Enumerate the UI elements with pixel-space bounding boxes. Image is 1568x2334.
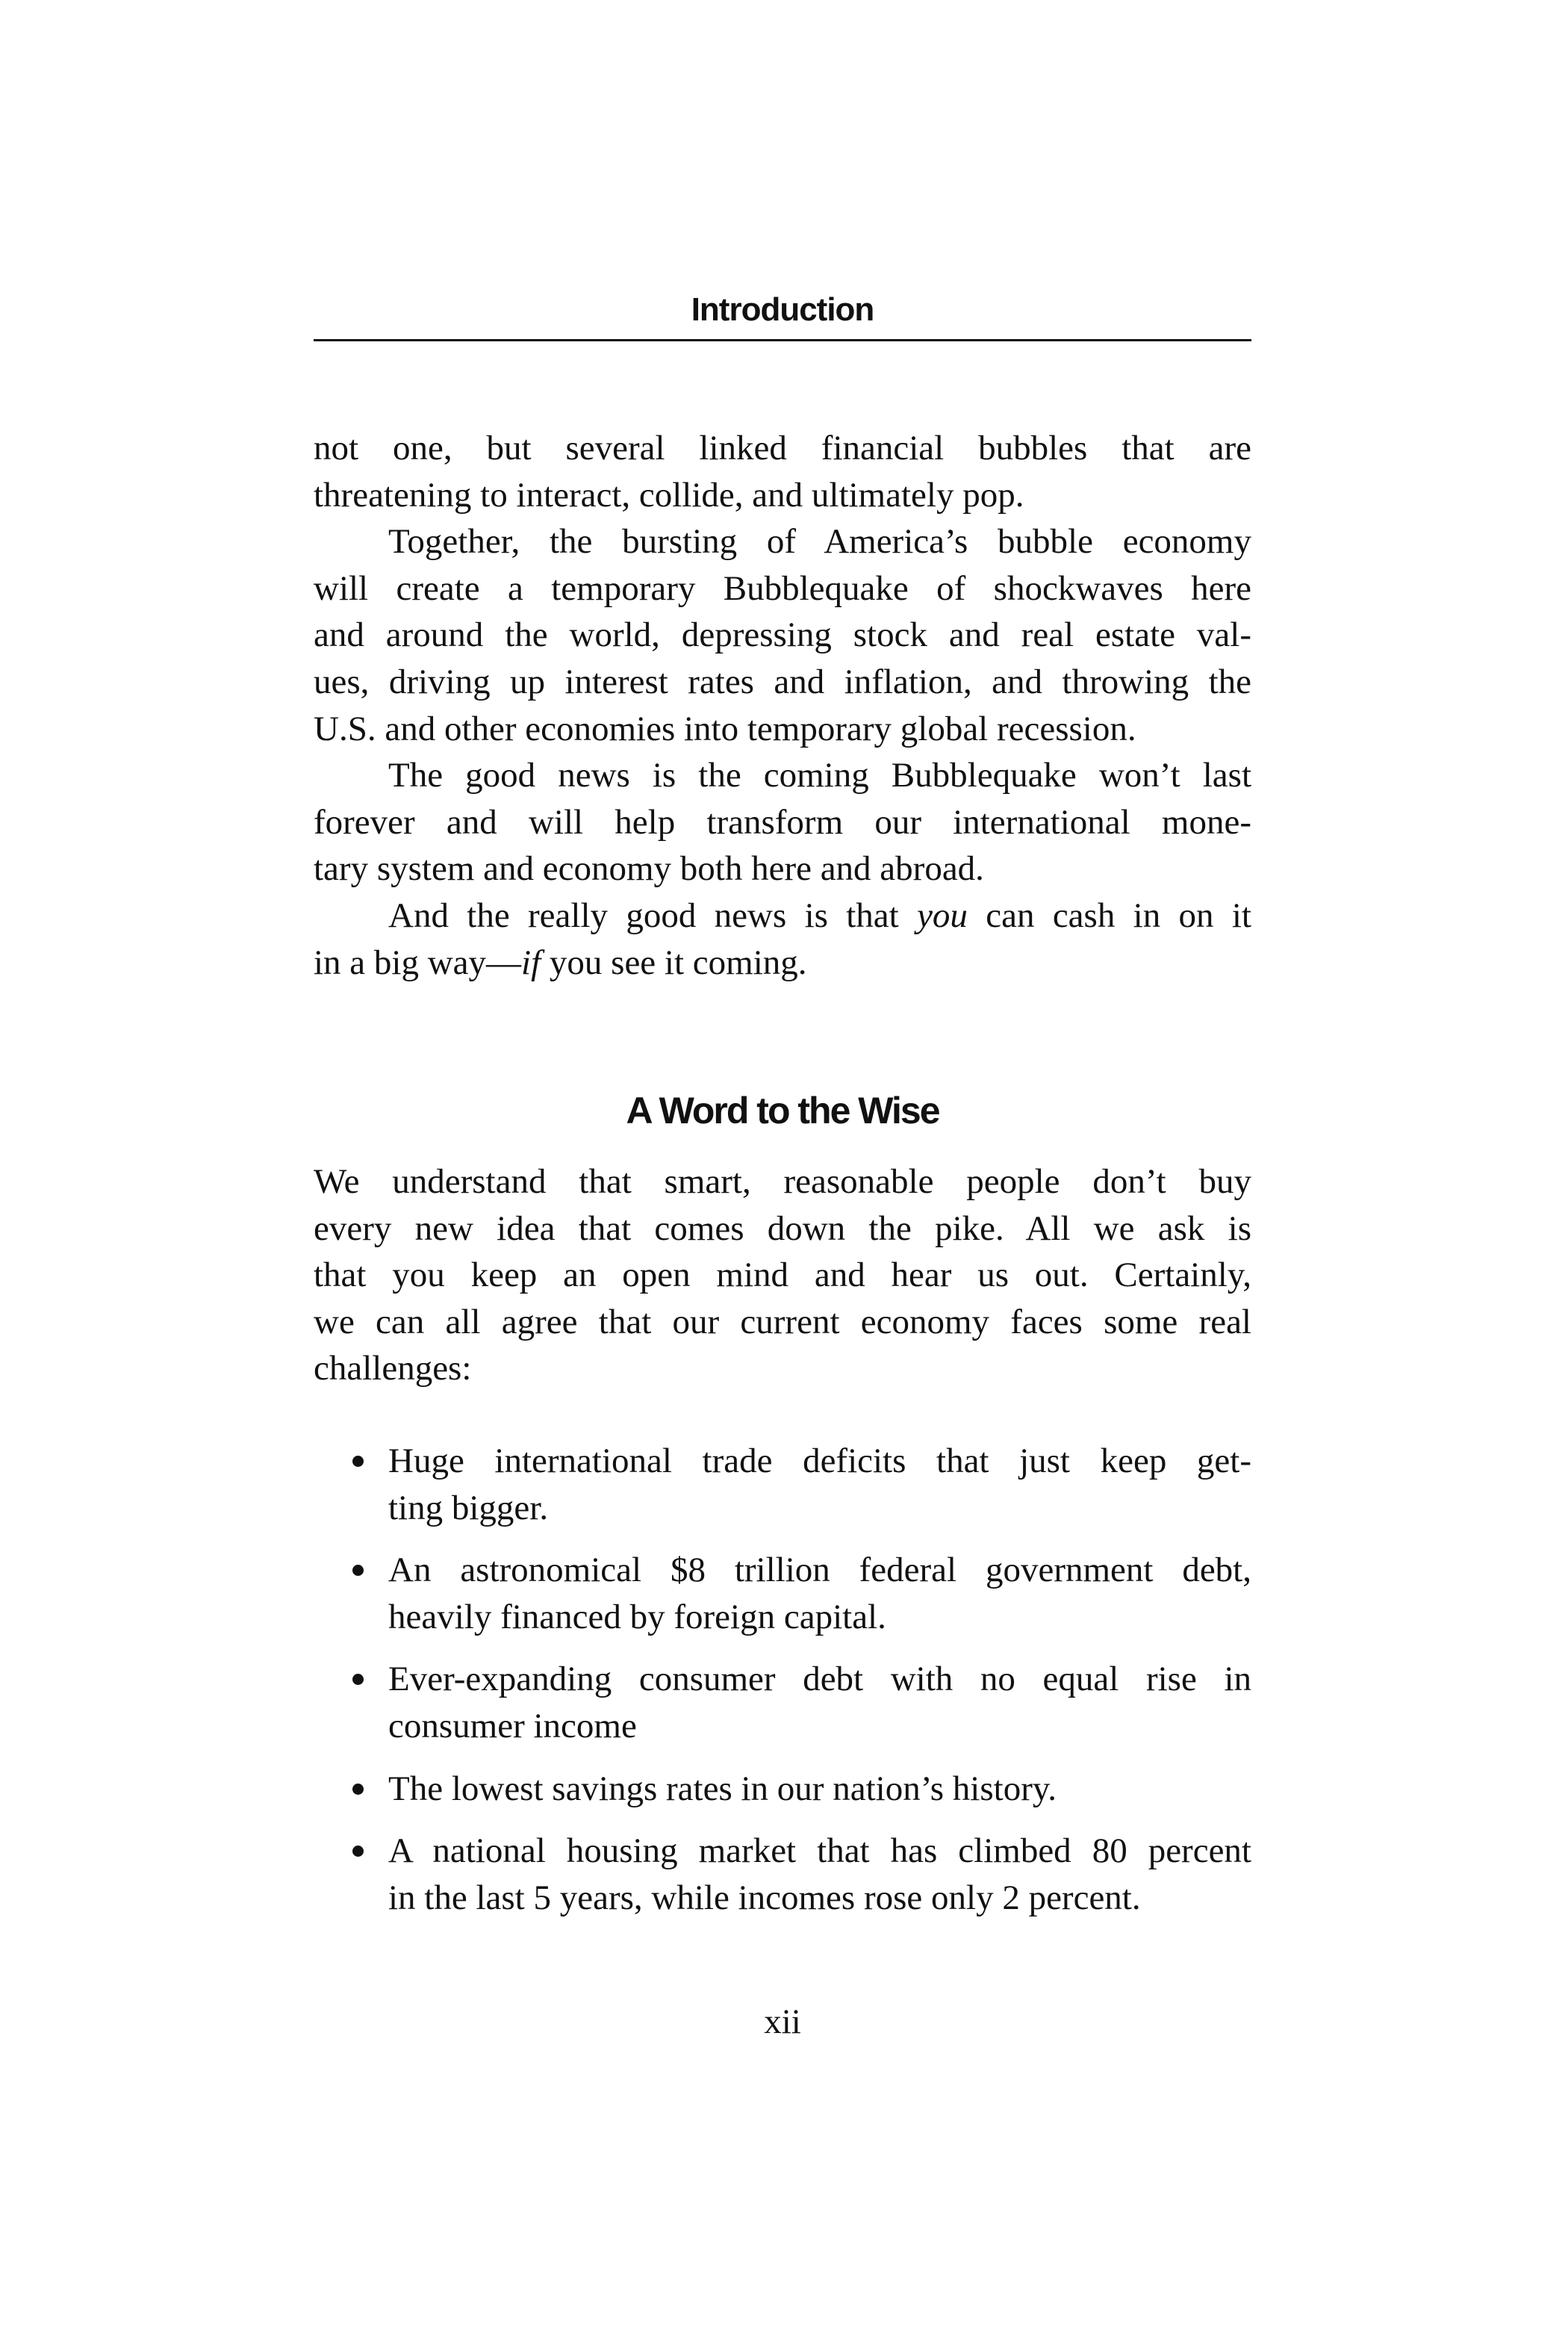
bullet-icon [352, 1674, 364, 1685]
text-line: threatening to interact, collide, and ultimately pop. [314, 475, 1024, 515]
text-line: heavily financed by foreign capital. [388, 1597, 886, 1636]
text-line: and around the world, depressing stock and real estate val- [314, 615, 1251, 655]
text-line: The good news is the coming Bubblequake won’t last [388, 756, 1251, 795]
challenges-list [314, 1438, 1251, 1937]
list-item [314, 1547, 1251, 1640]
text-run: And the really good news is that [388, 896, 918, 935]
text-line: we can all agree that our current economy faces some real [314, 1302, 1251, 1341]
text-line: Huge international trade deficits that just keep get- [388, 1441, 1251, 1480]
section-heading: A Word to the Wise [626, 1090, 939, 1132]
text-run: can cash in on it [967, 896, 1251, 935]
text-line: U.S. and other economies into temporary global recession. [314, 709, 1136, 748]
list-item [314, 1656, 1251, 1749]
text-line: ting bigger. [388, 1488, 549, 1527]
text-line [314, 940, 1251, 987]
text-line: A national housing market that has climbed 80 percent [388, 1831, 1251, 1871]
intro-text [314, 425, 1251, 986]
emphasis: if [521, 943, 541, 982]
text-line: forever and will help transform our international mone- [314, 802, 1251, 842]
text-line: in the last 5 years, while incomes rose only 2 percent. [388, 1878, 1141, 1917]
text-line: consumer income [388, 1706, 637, 1745]
text-line: every new idea that comes down the pike. All we ask is [314, 1208, 1251, 1248]
text-run: you see it coming. [541, 943, 807, 982]
bullet-icon [352, 1456, 364, 1467]
bullet-icon [352, 1846, 364, 1857]
text-line: challenges: [314, 1349, 472, 1388]
bullet-icon [352, 1565, 364, 1576]
text-line: that you keep an open mind and hear us out. Certainly, [314, 1256, 1251, 1295]
text-line: Together, the bursting of America’s bubble economy [388, 522, 1251, 562]
text-line [314, 893, 1251, 940]
text-line: not one, but several linked financial bubbles that are [314, 429, 1251, 468]
text-line: An astronomical $8 trillion federal government debt, [388, 1551, 1251, 1590]
bullet-icon [352, 1784, 364, 1795]
list-item [314, 1828, 1251, 1921]
emphasis: you [917, 896, 968, 935]
list-item [314, 1438, 1251, 1531]
page-number: xii [764, 2002, 801, 2041]
text-run: in a big way— [314, 943, 522, 982]
running-head: Introduction [691, 291, 874, 328]
text-line: The lowest savings rates in our nation’s history. [388, 1769, 1057, 1808]
header-rule [314, 339, 1251, 341]
text-line: ues, driving up interest rates and inflation, and throwing the [314, 662, 1251, 701]
text-line: We understand that smart, reasonable people don’t buy [314, 1162, 1251, 1201]
list-item [314, 1766, 1251, 1813]
text-line: Ever-expanding consumer debt with no equal rise in [388, 1660, 1251, 1699]
word-to-wise-text [314, 1158, 1251, 1392]
text-line: tary system and economy both here and abroad. [314, 849, 984, 889]
text-line: will create a temporary Bubblequake of shockwaves here [314, 568, 1251, 608]
